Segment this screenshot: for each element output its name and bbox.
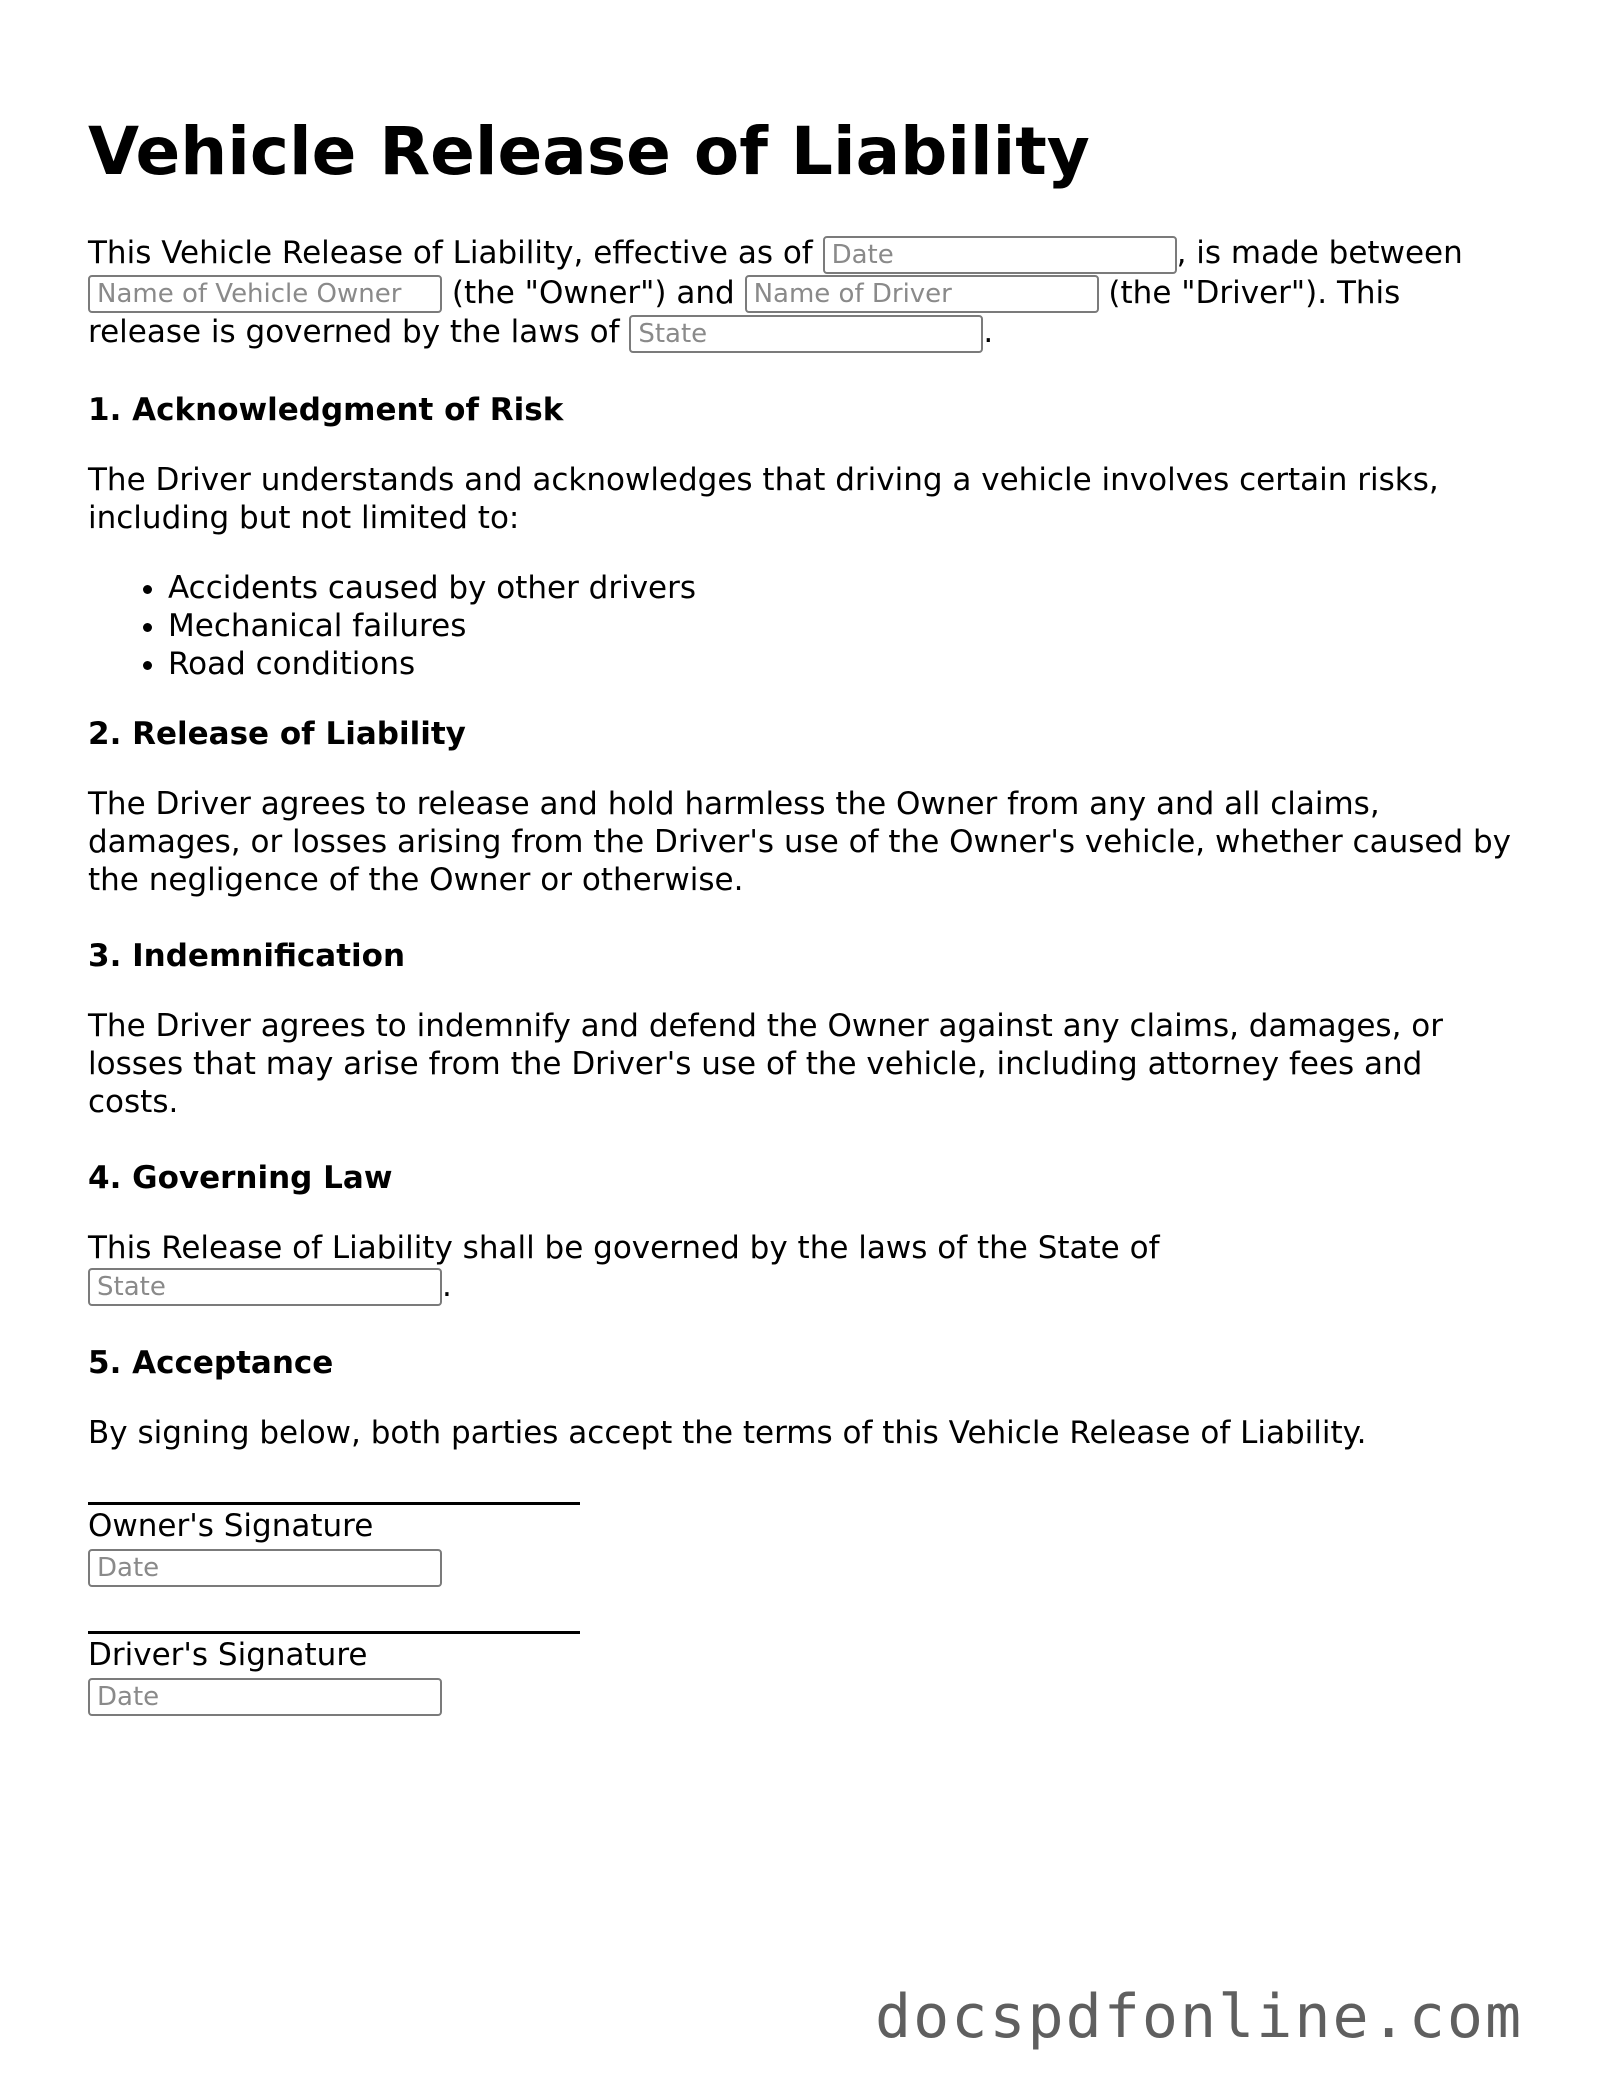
section-heading-indemnification: 3. Indemnification [88, 937, 406, 974]
section-body-acceptance: By signing below, both parties accept the terms of this Vehicle Release of Liability. [88, 1415, 1367, 1451]
risk-list [88, 569, 1518, 683]
owner-signature-date-input[interactable] [88, 1549, 442, 1587]
driver-signature-line[interactable] [88, 1631, 580, 1634]
intro-text-4: (the "Driver"). This release is governed by the laws of [88, 274, 1401, 350]
document-page [88, 110, 1518, 1760]
intro-paragraph [88, 234, 1518, 353]
section-body-risk: The Driver understands and acknowledges that driving a vehicle involves certain risks, including but not limited to: [88, 461, 1439, 536]
section-heading-acceptance: 5. Acceptance [88, 1345, 334, 1381]
list-item: • Mechanical failures [168, 607, 1518, 645]
governing-law-end: . [442, 1267, 452, 1304]
watermark: docspdfonline.com [875, 1982, 1524, 2052]
section-heading-governing-law: 4. Governing Law [88, 1159, 393, 1196]
section-body-governing-law [88, 1229, 1518, 1307]
governing-law-state-input[interactable] [88, 1268, 442, 1306]
intro-text-5: . [983, 314, 994, 350]
driver-signature-date-input[interactable] [88, 1678, 442, 1716]
intro-text-3: (the "Owner") and [451, 274, 735, 311]
section-heading-release: 2. Release of Liability [88, 715, 466, 752]
owner-signature-line[interactable] [88, 1502, 580, 1505]
section-body-release: The Driver agrees to release and hold harmless the Owner from any and all claims, damages, or losses arising from the Driver's use of the Owner's vehicle, whether caused by the negligence of the Owner or otherwise. [88, 785, 1512, 898]
driver-signature-label: Driver's Signature [88, 1637, 368, 1673]
intro-text-1: This Vehicle Release of Liability, effective as of [88, 235, 813, 271]
effective-date-input[interactable] [823, 236, 1177, 274]
driver-name-input[interactable] [745, 275, 1099, 313]
owner-signature-label: Owner's Signature [88, 1508, 374, 1544]
intro-text-2: , is made between [1176, 235, 1463, 271]
section-body-indemnification: The Driver agrees to indemnify and defend the Owner against any claims, damages, or losses that may arise from the Driver's use of the vehicle, including attorney fees and costs. [88, 1007, 1443, 1120]
section-heading-risk: 1. Acknowledgment of Risk [88, 391, 564, 428]
list-item: • Accidents caused by other drivers [168, 569, 1518, 607]
governing-state-input[interactable] [629, 315, 983, 353]
list-item: • Road conditions [168, 645, 1518, 683]
driver-signature-block [88, 1631, 1518, 1716]
owner-name-input[interactable] [88, 275, 442, 313]
governing-law-text: This Release of Liability shall be governed by the laws of the State of [88, 1229, 1160, 1266]
document-title: Vehicle Release of Liability [88, 113, 1090, 190]
owner-signature-block [88, 1502, 1518, 1587]
